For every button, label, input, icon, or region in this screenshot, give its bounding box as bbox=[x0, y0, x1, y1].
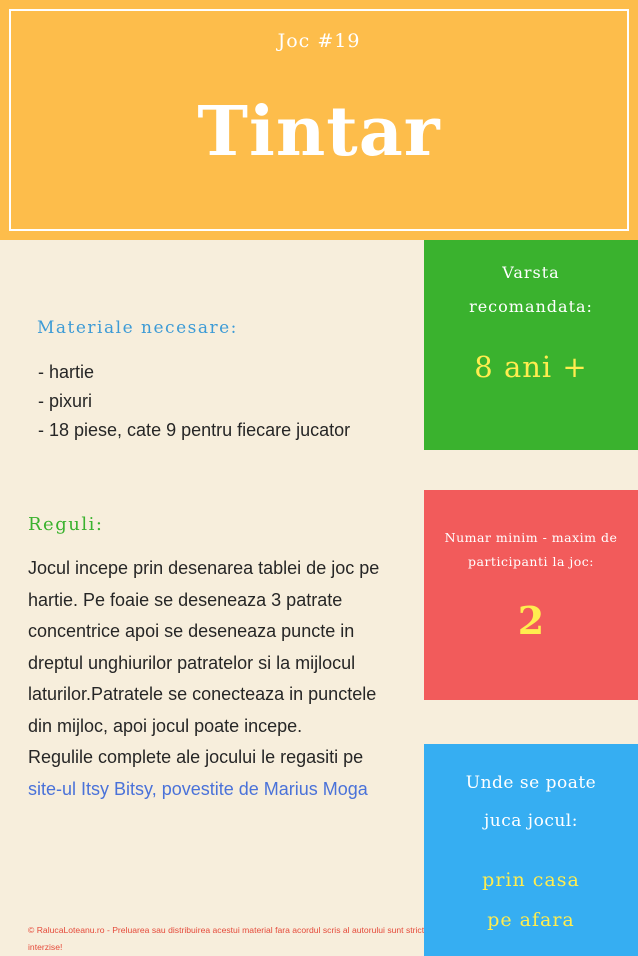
place-value-line: prin casa bbox=[482, 869, 580, 891]
rules-source-link[interactable]: site-ul Itsy Bitsy, povestite de Marius Moga bbox=[28, 778, 368, 799]
rules-more-prefix: Regulile complete ale jocului le regasiti pe bbox=[28, 747, 364, 767]
place-label-line: Unde se poate bbox=[465, 773, 597, 793]
copyright-notice: © RalucaLoteanu.ro - Preluarea sau distribuirea acestui material fara acordul scris al autorului sunt strict interzise! bbox=[28, 925, 425, 952]
age-label-line: Varsta bbox=[502, 263, 560, 282]
age-label-line: recomandata: bbox=[469, 297, 593, 316]
age-label bbox=[424, 256, 638, 324]
rules-body: Jocul incepe prin desenarea tablei de joc pe hartie. Pe foaie se deseneaza 3 patrate concentrice apoi se deseneaza puncte in dreptul unghiurilor patratelor si la mijlocul laturilor.Patratele se conecteaza in punctele din mijloc, apoi jocul poate incepe. bbox=[28, 558, 380, 736]
place-box bbox=[424, 744, 638, 956]
players-box bbox=[424, 490, 638, 700]
materials-list bbox=[38, 358, 383, 445]
rules-text bbox=[28, 553, 388, 805]
list-item: - pixuri bbox=[38, 391, 93, 411]
header-banner bbox=[0, 0, 638, 240]
page-title: Tintar bbox=[197, 92, 441, 172]
place-label bbox=[424, 764, 638, 840]
place-value bbox=[424, 860, 638, 940]
players-value: 2 bbox=[517, 598, 545, 643]
list-item: - 18 piese, cate 9 pentru fiecare jucator bbox=[38, 420, 351, 440]
age-value: 8 ani + bbox=[474, 350, 588, 384]
materials-heading: Materiale necesare: bbox=[37, 318, 238, 338]
place-label-line: juca jocul: bbox=[484, 811, 578, 831]
game-number: Joc #19 bbox=[277, 30, 361, 52]
players-label: Numar minim - maxim de participanti la joc: bbox=[444, 530, 618, 569]
list-item: - hartie bbox=[38, 362, 95, 382]
age-box bbox=[424, 240, 638, 450]
place-value-line: pe afara bbox=[487, 909, 575, 931]
rules-heading: Reguli: bbox=[28, 514, 104, 535]
